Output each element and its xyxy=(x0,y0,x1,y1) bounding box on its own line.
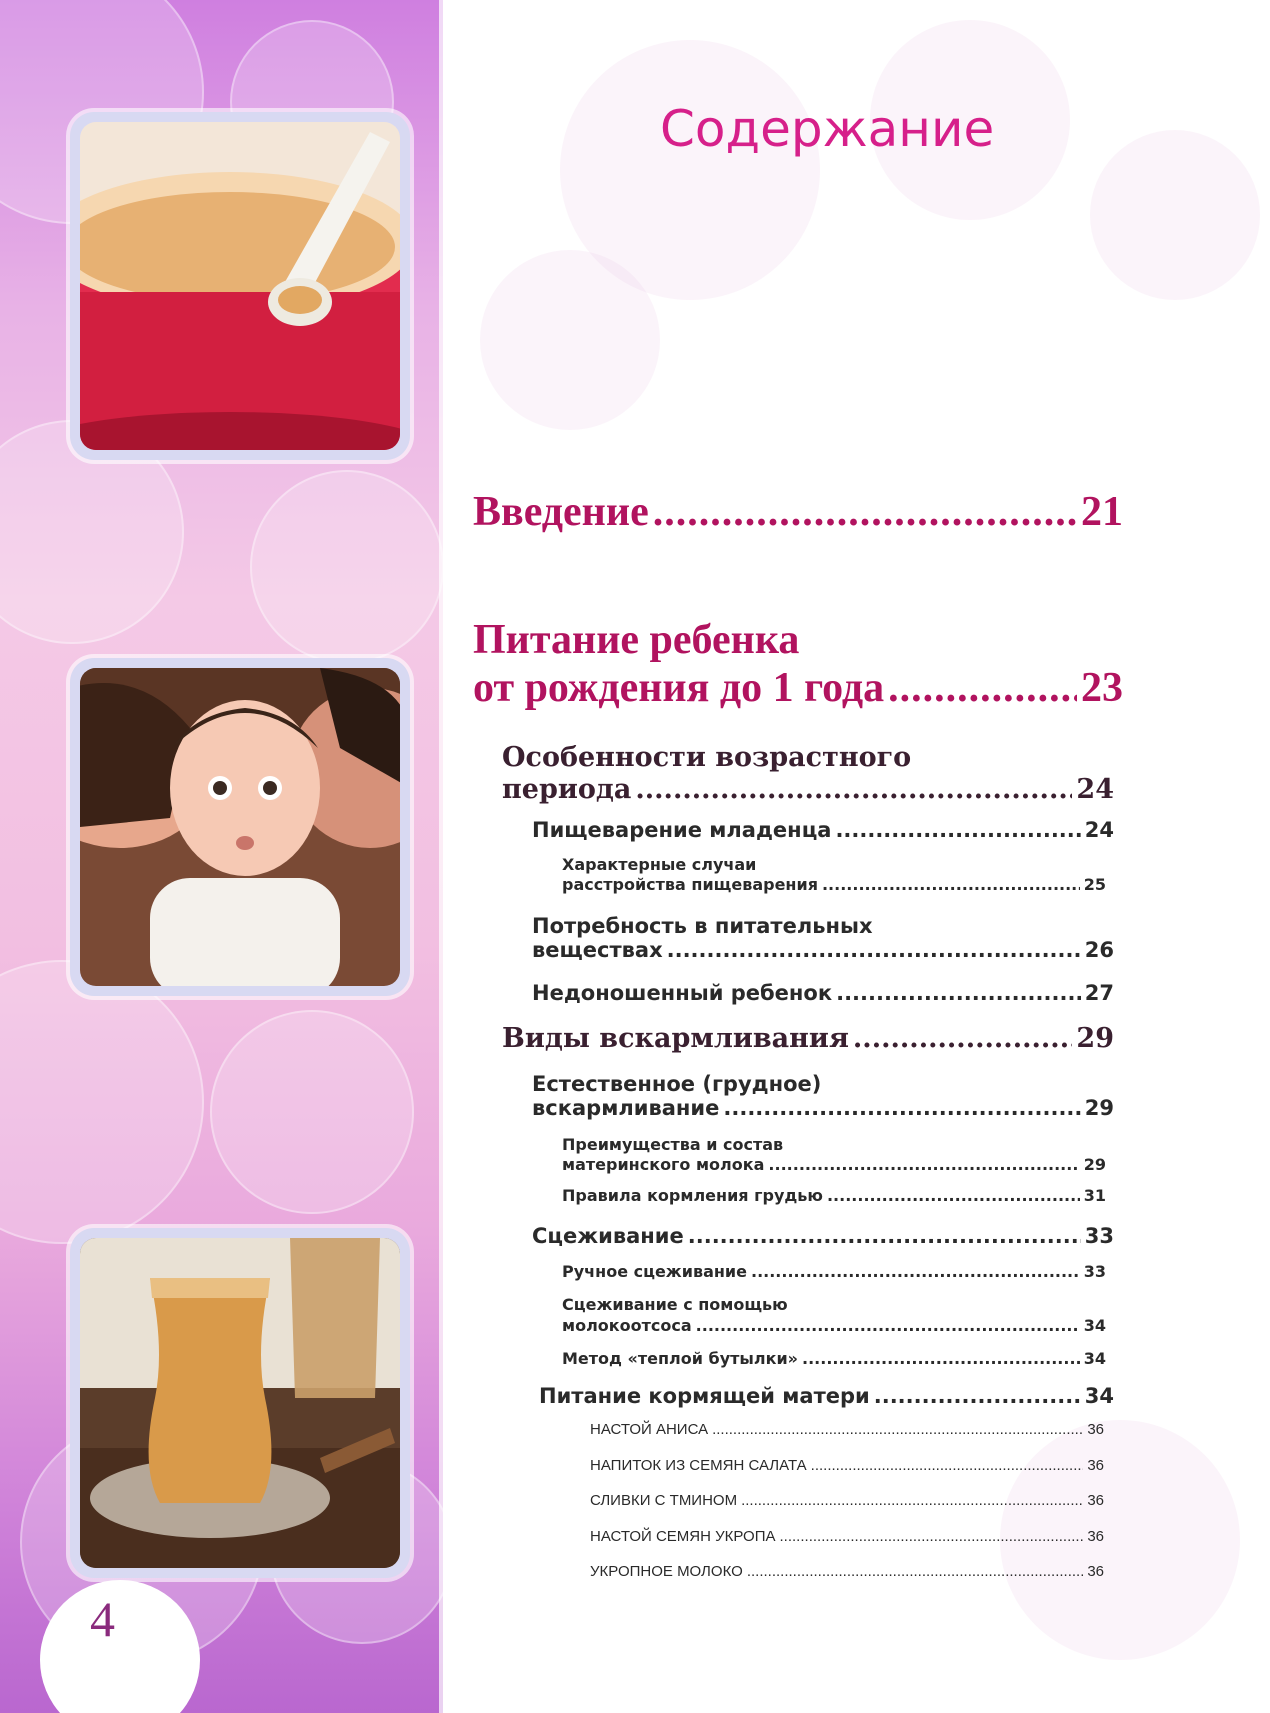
toc-entry-page: 36 xyxy=(1087,1421,1104,1438)
toc-entry-milk-benefits-line1: Преимущества и состав xyxy=(562,1135,784,1154)
photo-porridge xyxy=(80,122,400,450)
toc-entry-expressing[interactable] xyxy=(532,1224,1114,1248)
photo-family-frame xyxy=(70,658,410,996)
toc-entry-milk-benefits[interactable] xyxy=(562,1155,1106,1174)
toc-leader-dots xyxy=(822,875,1080,894)
toc-leader-dots xyxy=(635,774,1072,805)
toc-entry-breast-rules[interactable] xyxy=(562,1186,1106,1205)
toc-entry-label: Пищеварение младенца xyxy=(532,818,832,842)
toc-leader-dots xyxy=(747,1563,1084,1580)
toc-entry-page: 36 xyxy=(1087,1563,1104,1580)
toc-leader-dots xyxy=(741,1492,1083,1509)
toc-entry-age-features-line1: Особенности возрастного xyxy=(502,742,912,773)
toc-leader-dots xyxy=(874,1384,1081,1408)
toc-leader-dots xyxy=(696,1316,1080,1335)
toc-entry-page: 24 xyxy=(1084,818,1114,842)
toc-entry-page: 21 xyxy=(1081,489,1123,535)
toc-leader-dots xyxy=(827,1186,1080,1205)
toc-leader-dots xyxy=(802,1349,1080,1368)
toc-entry-page: 36 xyxy=(1087,1457,1104,1474)
toc-entry-warm-bottle[interactable] xyxy=(562,1349,1106,1368)
toc-entry-nutrients[interactable] xyxy=(532,938,1114,962)
toc-leader-dots xyxy=(688,1224,1081,1248)
toc-entry-page: 34 xyxy=(1084,1384,1114,1408)
toc-entry-label: периода xyxy=(502,774,632,805)
toc-entry-breastfeeding[interactable] xyxy=(532,1096,1114,1120)
toc-entry-label: Виды вскармливания xyxy=(502,1023,849,1054)
toc-entry-nutrients-line1: Потребность в питательных xyxy=(532,914,873,938)
toc-entry-label: Метод «теплой бутылки» xyxy=(562,1349,799,1368)
toc-entry-label: СЛИВКИ С ТМИНОМ xyxy=(590,1492,738,1509)
decor-bubble xyxy=(250,470,443,664)
toc-entry-label: Сцеживание xyxy=(532,1224,684,1248)
toc-entry-page: 29 xyxy=(1083,1155,1106,1174)
toc-entry-page: 26 xyxy=(1084,938,1114,962)
toc-entry-manual-expressing[interactable] xyxy=(562,1262,1106,1281)
toc-entry-label: молокоотсоса xyxy=(562,1316,692,1335)
toc-entry-page: 33 xyxy=(1084,1224,1114,1248)
toc-entry-recipe[interactable] xyxy=(590,1528,1104,1545)
toc-entry-page: 27 xyxy=(1084,981,1114,1005)
toc-entry-page: 24 xyxy=(1076,774,1114,805)
toc-leader-dots xyxy=(888,664,1077,712)
toc-entry-recipe[interactable] xyxy=(590,1421,1104,1438)
page-title: Содержание xyxy=(660,100,995,158)
toc-entry-intro[interactable] xyxy=(473,488,1123,536)
toc-entry-page: 34 xyxy=(1083,1316,1106,1335)
toc-leader-dots xyxy=(723,1096,1080,1120)
toc-leader-dots xyxy=(780,1528,1084,1545)
toc-entry-label: вскармливание xyxy=(532,1096,720,1120)
toc-entry-label: расстройства пищеварения xyxy=(562,875,818,894)
decor-bubble xyxy=(0,960,204,1244)
toc-entry-recipe[interactable] xyxy=(590,1563,1104,1580)
toc-entry-label: НАСТОЙ АНИСА xyxy=(590,1421,709,1438)
toc-entry-label: от рождения до 1 года xyxy=(473,665,885,711)
toc-entry-label: Недоношенный ребенок xyxy=(532,981,833,1005)
toc-entry-pump-expressing-line1: Сцеживание с помощью xyxy=(562,1295,788,1314)
toc-entry-label: Правила кормления грудью xyxy=(562,1186,823,1205)
toc-leader-dots xyxy=(768,1155,1079,1174)
toc-entry-breastfeeding-line1: Естественное (грудное) xyxy=(532,1072,822,1096)
toc-entry-age-features[interactable] xyxy=(502,774,1114,805)
toc-entry-label: Питание кормящей матери xyxy=(539,1384,870,1408)
toc-entry-part1-line1: Питание ребенка xyxy=(473,617,800,663)
decorative-sidebar xyxy=(0,0,443,1713)
toc-entry-label: Введение xyxy=(473,489,649,535)
photo-family xyxy=(80,668,400,986)
decor-bubble xyxy=(210,1010,414,1214)
toc-entry-page: 23 xyxy=(1081,665,1123,711)
toc-entry-recipe[interactable] xyxy=(590,1457,1104,1474)
toc-entry-page: 34 xyxy=(1083,1349,1106,1368)
toc-leader-dots xyxy=(751,1262,1080,1281)
toc-entry-page: 29 xyxy=(1076,1023,1114,1054)
toc-entry-digestion-cases-line1: Характерные случаи xyxy=(562,855,757,874)
page-number: 4 xyxy=(90,1591,115,1647)
toc-entry-label: Ручное сцеживание xyxy=(562,1262,747,1281)
toc-entry-page: 29 xyxy=(1084,1096,1114,1120)
toc-entry-digestion[interactable] xyxy=(532,818,1114,842)
toc-leader-dots xyxy=(811,1457,1084,1474)
toc-leader-dots xyxy=(836,981,1081,1005)
toc-leader-dots xyxy=(835,818,1080,842)
photo-drink-frame xyxy=(70,1228,410,1578)
toc-entry-page: 33 xyxy=(1083,1262,1106,1281)
toc-entry-page: 36 xyxy=(1087,1492,1104,1509)
toc-leader-dots xyxy=(853,1023,1073,1054)
toc-entry-label: НАПИТОК ИЗ СЕМЯН САЛАТА xyxy=(590,1457,807,1474)
photo-porridge-frame xyxy=(70,112,410,460)
toc-entry-part1[interactable] xyxy=(473,664,1123,712)
toc-entry-pump-expressing[interactable] xyxy=(562,1316,1106,1335)
toc-entry-premature[interactable] xyxy=(532,981,1114,1005)
toc-entry-recipe[interactable] xyxy=(590,1492,1104,1509)
toc-entry-label: НАСТОЙ СЕМЯН УКРОПА xyxy=(590,1528,776,1545)
toc-leader-dots xyxy=(653,488,1077,536)
toc-entry-label: УКРОПНОЕ МОЛОКО xyxy=(590,1563,743,1580)
toc-entry-label: материнского молока xyxy=(562,1155,765,1174)
toc-entry-mother-nutrition[interactable] xyxy=(539,1384,1114,1408)
toc-entry-page: 36 xyxy=(1087,1528,1104,1545)
toc-leader-dots xyxy=(712,1421,1083,1438)
toc-entry-page: 25 xyxy=(1083,875,1106,894)
decor-bubble xyxy=(1090,130,1260,300)
toc-entry-label: веществах xyxy=(532,938,663,962)
photo-drink xyxy=(80,1238,400,1568)
toc-entry-page: 31 xyxy=(1083,1186,1106,1205)
decor-bubble xyxy=(480,250,660,430)
toc-leader-dots xyxy=(667,938,1081,962)
toc-entry-digestion-cases[interactable] xyxy=(562,875,1106,894)
toc-entry-feeding-types[interactable] xyxy=(502,1023,1114,1054)
